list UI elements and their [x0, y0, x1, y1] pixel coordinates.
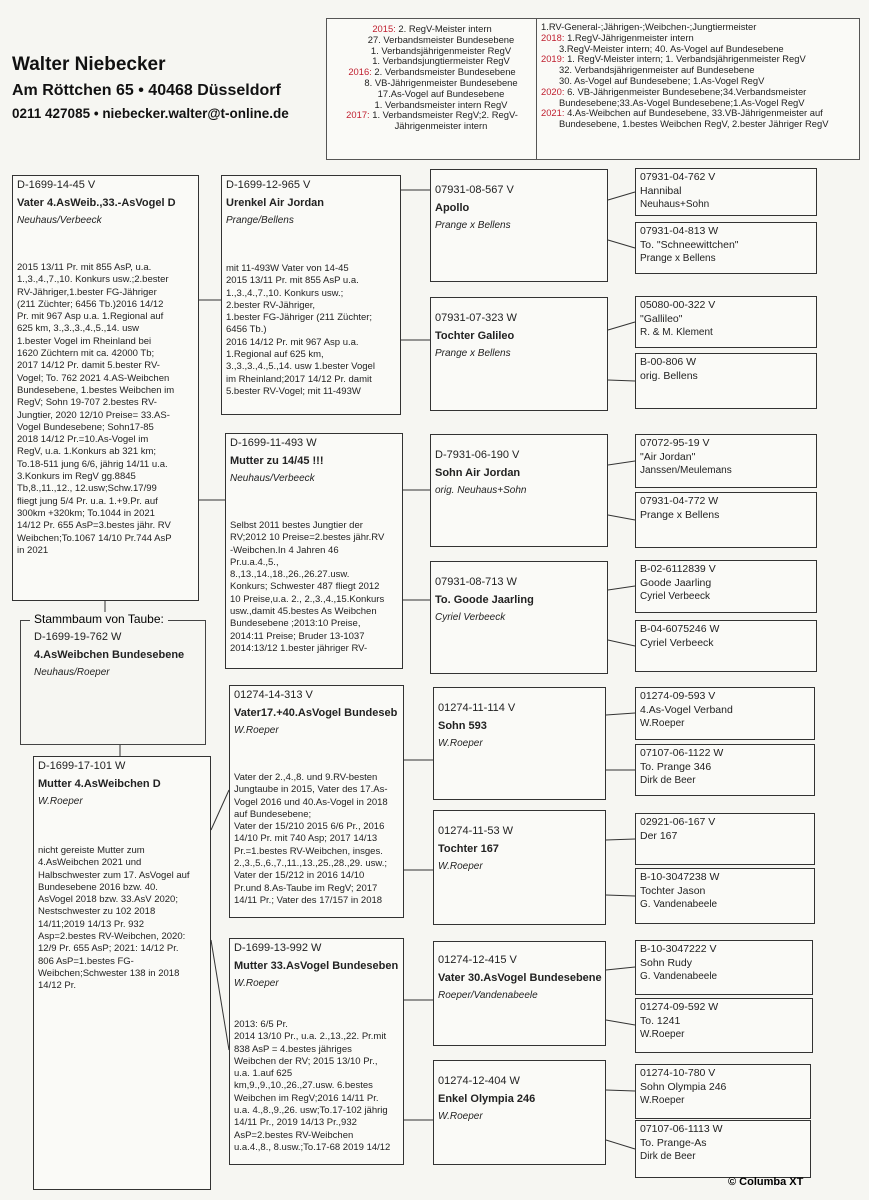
ring-number: D-1699-17-101 W — [38, 760, 126, 772]
pigeon-name: Urenkel Air Jordan — [226, 197, 325, 209]
pigeon-name: To. "Schneewittchen" — [640, 239, 739, 251]
pigeon-name: To. 1241 — [640, 1015, 681, 1027]
breeder — [636, 382, 816, 384]
achievement-text: 1.RV-General-;Jährigen-;Weibchen-;Jungtiermeister — [541, 21, 757, 32]
pigeon-name: Vater17.+40.AsVogel Bundeseb — [234, 707, 398, 719]
breeder: W.Roeper — [640, 718, 685, 729]
connector-line — [606, 967, 635, 970]
pigeon-name: To. Prange-As — [640, 1137, 707, 1149]
connector-line — [608, 640, 635, 646]
breeder: R. & M. Klement — [640, 327, 713, 338]
connector-line — [606, 1020, 635, 1025]
pigeon-name: Tochter 167 — [438, 843, 499, 855]
achievement-year: 2017: — [346, 109, 370, 121]
achievement-text: 1. Verbandsmeister intern RegV — [374, 98, 508, 110]
achievement-year: 2019: — [541, 53, 565, 65]
pigeon-card-gen4-15[interactable] — [635, 1064, 811, 1119]
performance-text: Vater der 2.,4.,8. und 9.RV-besten Jungtaube in 2015, Vater des 17.As- Vogel 2016 und 40.As-Vogel in 2018 auf Bundesebene; Vater der 15/210 2015 6/6 Pr., 2016 14/10 Pr. mit 740 Asp; 2017 14/13 Pr.=1.bestes RV-Weibchen, insges. 2.,3.,5.,6.,7.,11.,13.,25.,28.,29. usw.; Vater der 15/212 in 2016 14/10 Pr.und 8.As-Taube im RegV; 2017 14/11 Pr.; Vater des 17/157 in 2018 — [234, 772, 388, 906]
achievement-left-line — [331, 121, 533, 132]
pigeon-card-gen3-2[interactable] — [430, 297, 608, 411]
breeder: Prange x Bellens — [640, 253, 716, 264]
breeder: Dirk de Beer — [640, 775, 696, 786]
breeder: Neuhaus+Sohn — [640, 199, 710, 210]
pigeon-card-gen4-14[interactable] — [635, 998, 813, 1053]
achievements-box — [326, 18, 860, 160]
pigeon-card-subject[interactable] — [30, 628, 198, 736]
ring-number: 07931-04-813 W — [640, 225, 719, 237]
pigeon-card-gen4-7[interactable] — [635, 560, 817, 613]
breeder: W.Roeper — [234, 725, 279, 736]
pigeon-card-gen4-8[interactable] — [635, 620, 817, 672]
achievement-text: 30. As-Vogel auf Bundesebene; 1.As-Vogel RegV — [559, 74, 765, 86]
performance-text: 2015 13/11 Pr. mit 855 AsP, u.a. 1.,3.,4.,7.,10. Konkurs usw.;2.bester RV-Jähriger,1.bester FG-Jähriger (211 Züchter; 6456 Tb.)2016 14/12 Pr. mit 967 Asp u.a. 1.Regional auf 625 km, 3.,3.,3.,4.,5.,14. usw 1.bester Vogel im Rheinland bei 1620 Züchtern mit ca. 42000 Tb; 2017 14/12 Pr. damit 5.bester RV- Vogel; To. 762 2021 4.AS-Weibchen Bundesebene, 1.bestes Weibchen im RegV; Sohn 19-707 2.bestes RV- Jungtier, 2020 12/10 Preise= 33.AS- Vogel Bundesebene; Sohn17-85 2018 14/12 Pr.=10.As-Vogel im RegV, u.a. 1.Konkurs ab 321 km; To.18-511 jung 6/6, jährig 14/11 u.a. 3.Konkurs im RegV gg.8845 Tb,8.,11.,12., 12.usw;Schw.17/99 fliegt jung 5/4 Pr. u.a. 1.+9.Pr. auf 300km +320km; To.1044 in 2021 14/12 Pr. 655 AsP=3.bestes jähr. RV Weibchen;To.1067 14/10 Pr.744 AsP in 2021 — [17, 262, 175, 556]
owner-address: Am Röttchen 65 • 40468 Düsseldorf — [12, 82, 281, 99]
achievement-year: 2018: — [541, 31, 565, 43]
pigeon-name: Prange x Bellens — [640, 509, 720, 521]
pigeon-card-father[interactable] — [12, 175, 199, 601]
performance-text: mit 11-493W Vater von 14-45 2015 13/11 Pr. mit 855 AsP u.a. 1.,3.,4.,7.,10. Konkurs usw.; 2.bester RV-Jähriger, 1.bester FG-Jähriger (211 Züchter; 6456 Tb.) 2016 14/12 Pr. mit 967 Asp u.a. 1.Regional auf 625 km, 3.,3.,3.,4.,5.,14. usw 1.bester Vogel im Rheinland;2017 14/12 Pr. damit 5.bester RV-Vogel; mit 11-493W — [226, 263, 375, 397]
pigeon-card-gen4-13[interactable] — [635, 940, 813, 995]
achievements-divider — [536, 19, 537, 159]
achievement-text: 1. Verbandsjährigenmeister RegV — [370, 44, 512, 56]
connector-line — [606, 1140, 635, 1149]
pigeon-card-gen4-12[interactable] — [635, 868, 815, 924]
pigeon-name: "Gallileo" — [640, 313, 683, 325]
pigeon-name: Sohn Olympia 246 — [640, 1081, 727, 1093]
breeder: Prange x Bellens — [435, 348, 511, 359]
connector-line — [608, 515, 635, 520]
ring-number: 02921-06-167 V — [640, 816, 716, 828]
pigeon-name: Goode Jaarling — [640, 577, 712, 589]
pigeon-name: Enkel Olympia 246 — [438, 1093, 536, 1105]
ring-number: 07107-06-1122 W — [640, 747, 724, 759]
connector-line — [608, 192, 635, 200]
achievement-right-line — [541, 119, 859, 130]
breeder: Dirk de Beer — [640, 1151, 696, 1162]
achievements-left — [331, 24, 533, 132]
pigeon-name: 4.AsWeibchen Bundesebene — [34, 649, 185, 661]
performance-text: 2013: 6/5 Pr. 2014 13/10 Pr., u.a. 2.,13.,22. Pr.mit 838 AsP = 4.bestes jähriges Weibchen der RV; 2015 13/10 Pr., u.a. 1.auf 625 km,9.,9.,10.,26.,27.usw. 6.bestes Weibchen im RegV;2016 14/11 Pr. u.a. 4.,8.,9.,26. usw;To.17-102 jährig 14/11 Pr., 2019 14/13 Pr.,932 AsP=2.bestes RV-Weibchen u.a.4.,8., 8.usw.;To.17-68 2019 14/12 — [234, 1019, 391, 1153]
breeder: W.Roeper — [438, 1111, 483, 1122]
breeder: W.Roeper — [234, 978, 279, 989]
ring-number: 07931-04-762 V — [640, 171, 716, 183]
ring-number: 07931-08-713 W — [435, 576, 517, 588]
pigeon-card-gen3-1[interactable] — [430, 169, 608, 282]
achievement-text: 1. RegV-Meister intern; 1. Verbandsjährigenmeister RegV — [567, 53, 806, 65]
pigeon-card-gen3-7[interactable] — [433, 941, 606, 1046]
pigeon-card-gen2-2[interactable] — [225, 433, 403, 669]
ring-number: 01274-14-313 V — [234, 689, 313, 701]
ring-number: B-02-6112839 V — [640, 563, 716, 575]
achievement-text: 2. RegV-Meister intern — [398, 23, 492, 34]
ring-number: D-1699-11-493 W — [230, 437, 317, 449]
breeder: W.Roeper — [438, 738, 483, 749]
ring-number: 01274-12-404 W — [438, 1075, 520, 1087]
achievement-text: 2. Verbandsmeister Bundesebene — [374, 66, 516, 78]
pigeon-name: Vater 4.AsWeib.,33.-AsVogel D — [17, 197, 176, 209]
connector-line — [608, 380, 635, 381]
breeder: Neuhaus/Roeper — [34, 667, 110, 678]
breeder: Neuhaus/Verbeeck — [230, 473, 315, 484]
pigeon-card-gen4-9[interactable] — [635, 687, 815, 740]
connector-line — [606, 895, 635, 896]
pigeon-card-gen4-4[interactable] — [635, 353, 817, 409]
achievement-text: 27. Verbandsmeister Bundesebene — [367, 33, 515, 45]
connector-line — [606, 713, 635, 715]
pigeon-card-gen3-4[interactable] — [430, 561, 608, 674]
achievement-text: Jährigenmeister intern — [394, 120, 488, 132]
pigeon-name: orig. Bellens — [640, 370, 698, 382]
pigeon-name: 4.As-Vogel Verband — [640, 704, 733, 716]
connector-line — [211, 940, 229, 1050]
pigeon-name: Sohn Air Jordan — [435, 467, 521, 479]
breeder: G. Vandenabeele — [640, 971, 718, 982]
achievement-text: 1. Verbandsmeister RegV;2. RegV- — [372, 109, 518, 121]
ring-number: 05080-00-322 V — [640, 299, 716, 311]
ring-number: B-10-3047222 V — [640, 943, 717, 955]
achievement-text: Bundesebene;33.As-Vogel Bundesebene;1.As-Vogel RegV — [559, 96, 805, 108]
achievement-year: 2015: — [372, 23, 396, 34]
achievement-text: 1. Verbandsjungtiermeister RegV — [372, 55, 510, 67]
ring-number: 07072-95-19 V — [640, 437, 710, 449]
pigeon-name: Der 167 — [640, 830, 678, 842]
pigeon-name: Tochter Galileo — [435, 330, 515, 342]
footer-credit: © Columba XT — [728, 1176, 804, 1188]
pigeon-name: Sohn Rudy — [640, 957, 692, 969]
connector-line — [606, 1090, 635, 1091]
pigeon-name: Vater 30.AsVogel Bundesebene — [438, 972, 602, 984]
connector-line — [608, 240, 635, 248]
pigeon-card-gen4-1[interactable] — [635, 168, 817, 216]
pigeon-name: Mutter 4.AsWeibchen D — [38, 778, 161, 790]
achievement-text: Bundesebene, 1.bestes Weibchen RegV, 2.bester Jähriger RegV — [559, 118, 829, 130]
ring-number: 07931-07-323 W — [435, 312, 517, 324]
ring-number: 01274-12-415 V — [438, 954, 517, 966]
pigeon-name: Apollo — [435, 202, 470, 214]
pigeon-card-gen2-1[interactable] — [221, 175, 401, 415]
performance-text: Selbst 2011 bestes Jungtier der RV;2012 10 Preise=2.bestes jähr.RV -Weibchen.In 4 Jahren 46 Pr.u.a.4.,5., 8.,13.,14.,18.,26.,26.27.usw. Konkurs; Schwester 487 fliegt 2012 10 Preise,u.a. 2., 2.,3.,4.,15.Konkurs usw.,damit 45.bestes As Weibchen Bundesebene ;2013:10 Preise, 2014:11 Preise; Bruder 13-1037 2014:13/12 1.bester jähriger RV- — [230, 520, 385, 654]
achievement-text: 1.RegV-Jährigenmeister intern — [567, 31, 694, 43]
owner-name: Walter Niebecker — [12, 54, 166, 75]
ring-number: D-7931-06-190 V — [435, 449, 520, 461]
breeder: Neuhaus/Verbeeck — [17, 215, 102, 226]
ring-number: 01274-11-114 V — [438, 702, 516, 714]
ring-number: B-10-3047238 W — [640, 871, 720, 883]
breeder — [636, 649, 816, 651]
pigeon-name: Tochter Jason — [640, 885, 706, 897]
ring-number: D-1699-13-992 W — [234, 942, 322, 954]
pigeon-card-gen4-10[interactable] — [635, 744, 815, 796]
connector-line — [211, 790, 229, 830]
ring-number: 01274-09-593 V — [640, 690, 716, 702]
pigeon-card-gen4-3[interactable] — [635, 296, 817, 348]
ring-number: 07931-04-772 W — [640, 495, 719, 507]
breeder: W.Roeper — [38, 796, 83, 807]
pigeon-name: To. Prange 346 — [640, 761, 712, 773]
pigeon-card-gen3-6[interactable] — [433, 810, 606, 925]
pigeon-name: Mutter 33.AsVogel Bundeseben — [234, 960, 399, 972]
pigeon-card-gen3-5[interactable] — [433, 687, 606, 800]
ring-number: D-1699-12-965 V — [226, 179, 311, 191]
achievement-text: 8. VB-Jährigenmeister Bundesebene — [364, 76, 518, 88]
ring-number: 01274-11-53 W — [438, 825, 514, 837]
breeder: Roeper/Vandenabeele — [438, 990, 538, 1001]
breeder: W.Roeper — [438, 861, 483, 872]
ring-number: 07107-06-1113 W — [640, 1123, 723, 1135]
ring-number: 07931-08-567 V — [435, 184, 514, 196]
breeder: orig. Neuhaus+Sohn — [435, 485, 527, 496]
achievement-year: 2020: — [541, 85, 565, 97]
pigeon-name: Mutter zu 14/45 !!! — [230, 455, 324, 467]
pigeon-card-gen3-8[interactable] — [433, 1060, 606, 1165]
breeder: Prange x Bellens — [435, 220, 511, 231]
connector-line — [606, 839, 635, 840]
performance-text: nicht gereiste Mutter zum 4.AsWeibchen 2021 und Halbschwester zum 17. AsVogel auf Bundesebene 2016 bzw. 40. AsVogel 2018 bzw. 33.AsV 2020; Nestschwester zu 102 2018 14/11;2019 14/13 Pr. 932 Asp=2.bestes RV-Weibchen, 2020: 12/9 Pr. 655 AsP; 2021: 14/12 Pr. 806 AsP=1.bestes FG- Weibchen;Schwester 138 in 2018 14/12 Pr. — [38, 845, 190, 992]
connector-line — [608, 322, 635, 330]
ring-number: B-04-6075246 W — [640, 623, 720, 635]
stammbaum-label: Stammbaum von Taube: — [30, 612, 168, 626]
ring-number: D-1699-14-45 V — [17, 179, 96, 191]
breeder: W.Roeper — [640, 1095, 685, 1106]
achievement-year: 2021: — [541, 107, 565, 119]
breeder: Cyriel Verbeeck — [640, 591, 711, 602]
ring-number: D-1699-19-762 W — [34, 631, 122, 643]
breeder: G. Vandenabeele — [640, 899, 718, 910]
breeder — [636, 521, 816, 523]
breeder: W.Roeper — [640, 1029, 685, 1040]
breeder: Cyriel Verbeeck — [435, 612, 506, 623]
pigeon-card-gen3-3[interactable] — [430, 434, 608, 547]
breeder: Janssen/Meulemans — [640, 465, 732, 476]
owner-contact: 0211 427085 • niebecker.walter@t-online.de — [12, 106, 289, 121]
achievements-right — [541, 22, 859, 130]
pigeon-name: "Air Jordan" — [640, 451, 696, 463]
achievement-text: 6. VB-Jährigenmeister Bundesebene;34.Verbandsmeister — [567, 85, 807, 97]
achievement-year: 2016: — [348, 66, 372, 78]
pigeon-card-gen4-11[interactable] — [635, 813, 815, 865]
pigeon-card-gen4-16[interactable] — [635, 1120, 811, 1178]
connector-line — [608, 586, 635, 590]
breeder — [636, 842, 814, 844]
ring-number: 01274-09-592 W — [640, 1001, 719, 1013]
pigeon-card-gen4-5[interactable] — [635, 434, 817, 488]
connector-line — [608, 461, 635, 465]
ring-number: 01274-10-780 V — [640, 1067, 716, 1079]
achievement-text: 3.RegV-Meister intern; 40. As-Vogel auf Bundesebene — [559, 42, 784, 54]
pigeon-card-gen4-2[interactable] — [635, 222, 817, 274]
pigeon-name: To. Goode Jaarling — [435, 594, 534, 606]
pigeon-name: Cyriel Verbeeck — [640, 637, 714, 649]
pigeon-name: Sohn 593 — [438, 720, 487, 732]
achievement-text: 32. Verbandsjährigenmeister auf Bundesebene — [559, 64, 755, 76]
achievement-text: 4.As-Weibchen auf Bundesebene, 33.VB-Jährigenmeister auf — [567, 107, 823, 119]
pigeon-card-gen2-4[interactable] — [229, 938, 404, 1165]
pigeon-card-gen2-3[interactable] — [229, 685, 404, 918]
ring-number: B-00-806 W — [640, 356, 697, 368]
pigeon-card-mother[interactable] — [33, 756, 211, 1190]
breeder: Prange/Bellens — [226, 215, 294, 226]
achievement-text: 17.As-Vogel auf Bundesebene — [377, 87, 505, 99]
pigeon-name: Hannibal — [640, 185, 682, 197]
pigeon-card-gen4-6[interactable] — [635, 492, 817, 548]
